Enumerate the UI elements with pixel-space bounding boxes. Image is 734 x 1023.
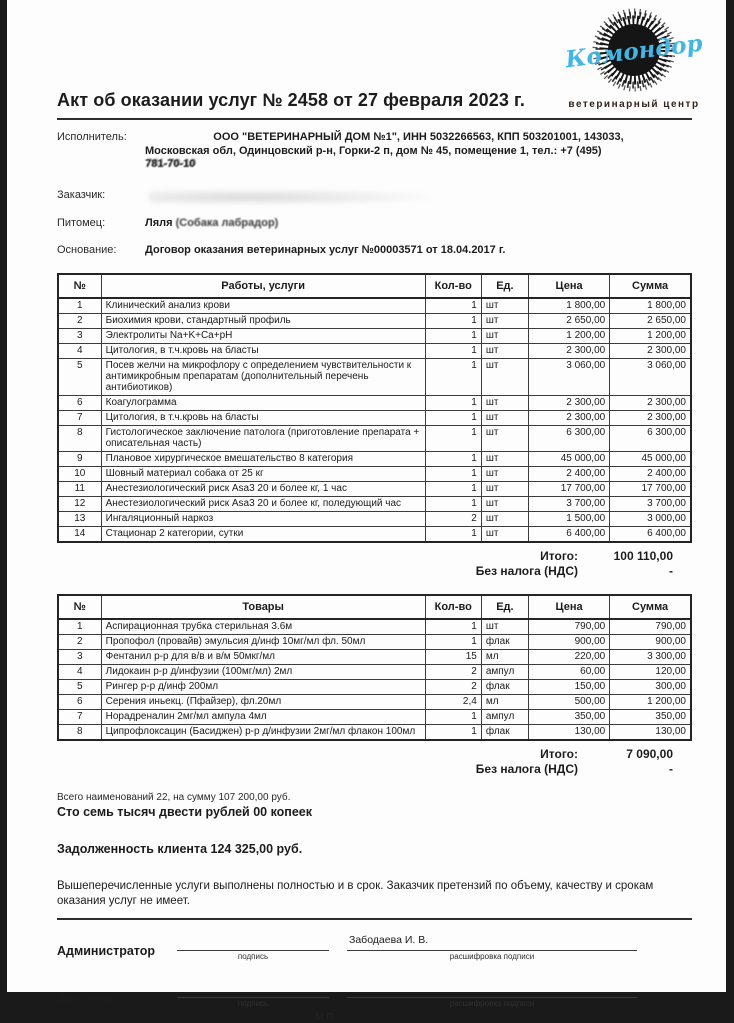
document-page bbox=[7, 0, 726, 1023]
administrator-label: Администратор bbox=[57, 943, 156, 958]
table-row bbox=[58, 395, 691, 410]
table-row bbox=[58, 496, 691, 511]
signature-line bbox=[177, 934, 329, 951]
table-cell: 350,00 bbox=[528, 709, 609, 724]
table-cell: мл bbox=[481, 649, 528, 664]
table-cell: 2 300,00 bbox=[528, 343, 609, 358]
table-cell: шт bbox=[481, 619, 528, 635]
table-cell: Коагулограмма bbox=[101, 395, 425, 410]
column-header: № bbox=[58, 595, 101, 619]
table-cell: 5 bbox=[58, 358, 101, 395]
executor-line1: ООО "ВЕТЕРИНАРНЫЙ ДОМ №1", ИНН 5032266563, КПП 503201001, 143033, bbox=[213, 131, 624, 143]
table-cell: Стационар 2 категории, сутки bbox=[101, 526, 425, 542]
customer-row bbox=[57, 189, 692, 204]
table-cell: 1 bbox=[425, 343, 481, 358]
total-value: 100 110,00 bbox=[613, 548, 673, 563]
table-cell: 6 300,00 bbox=[528, 425, 609, 451]
customer-label: Заказчик: bbox=[57, 188, 106, 201]
table-cell: Ингаляционный наркоз bbox=[101, 511, 425, 526]
pet-kind: (Собака лабрадор) bbox=[175, 216, 279, 229]
basis-label: Основание: bbox=[57, 244, 117, 256]
disclaimer-paragraph: Вышеперечисленные услуги выполнены полностью и в срок. Заказчик претензий по объему, качеству и срокам оказания услуг не имеет. bbox=[57, 879, 654, 907]
table-cell: Гистологическое заключение патолога (приготовление препарата + описательная часть) bbox=[101, 425, 425, 451]
column-header: Цена bbox=[528, 595, 609, 619]
table-cell: 3 000,00 bbox=[610, 511, 691, 526]
tax-label: Без налога (НДС) bbox=[475, 761, 578, 776]
table-cell: 2 300,00 bbox=[610, 395, 691, 410]
table-cell: 500,00 bbox=[528, 694, 609, 709]
tax-label: Без налога (НДС) bbox=[475, 563, 578, 578]
table-cell: 11 bbox=[58, 481, 101, 496]
table-cell: 2 300,00 bbox=[528, 410, 609, 425]
table-cell: шт bbox=[481, 328, 528, 343]
signature-field bbox=[177, 981, 329, 1008]
table-cell: 2 400,00 bbox=[528, 466, 609, 481]
goods-table-header bbox=[58, 595, 691, 619]
table-cell: 1 bbox=[425, 410, 481, 425]
table-cell: 3 700,00 bbox=[610, 496, 691, 511]
table-cell: 1 bbox=[425, 313, 481, 328]
column-header: Кол-во bbox=[425, 595, 481, 619]
table-cell: 1 bbox=[425, 358, 481, 395]
table-cell: 1 bbox=[425, 451, 481, 466]
table-cell: 1 800,00 bbox=[528, 298, 609, 314]
administrator-name: Забодаева И. В. bbox=[347, 934, 637, 951]
decrypt-caption: расшифровка подписи bbox=[449, 998, 535, 1008]
table-cell: Электролиты Na+K+Ca+pH bbox=[101, 328, 425, 343]
table-cell: 350,00 bbox=[610, 709, 691, 724]
table-cell: 900,00 bbox=[528, 634, 609, 649]
customer-value-redacted bbox=[145, 189, 692, 204]
table-cell: 9 bbox=[58, 451, 101, 466]
table-cell: шт bbox=[481, 313, 528, 328]
table-cell: Лидокаин р-р д/инфузии (100мг/мл) 2мл bbox=[101, 664, 425, 679]
table-row bbox=[58, 451, 691, 466]
table-cell: ампул bbox=[481, 709, 528, 724]
table-cell: 790,00 bbox=[610, 619, 691, 635]
table-cell: шт bbox=[481, 343, 528, 358]
administrator-signature-row bbox=[57, 934, 692, 961]
table-cell: 220,00 bbox=[528, 649, 609, 664]
table-cell: Анестезиологический риск Asa3 20 и более кг, 1 час bbox=[101, 481, 425, 496]
basis-row bbox=[57, 244, 692, 258]
table-cell: 10 bbox=[58, 466, 101, 481]
table-cell: 45 000,00 bbox=[528, 451, 609, 466]
table-cell: 6 bbox=[58, 694, 101, 709]
table-cell: шт bbox=[481, 466, 528, 481]
table-cell: 1 200,00 bbox=[610, 328, 691, 343]
table-cell: 13 bbox=[58, 511, 101, 526]
logo-subtitle: ветеринарный центр bbox=[568, 99, 700, 110]
table-cell: Серения иньекц. (Пфайзер), фл.20мл bbox=[101, 694, 425, 709]
table-cell: 4 bbox=[58, 664, 101, 679]
table-cell: Клинический анализ крови bbox=[101, 298, 425, 314]
table-row bbox=[58, 481, 691, 496]
table-row bbox=[58, 619, 691, 635]
table-row bbox=[58, 634, 691, 649]
table-cell: шт bbox=[481, 425, 528, 451]
executor-row bbox=[57, 131, 692, 172]
table-cell: 6 400,00 bbox=[528, 526, 609, 542]
column-header: Кол-во bbox=[425, 274, 481, 298]
table-cell: Шовный материал собака от 25 кг bbox=[101, 466, 425, 481]
services-table-header bbox=[58, 274, 691, 298]
table-cell: 3 bbox=[58, 649, 101, 664]
table-cell: Фентанил р-р для в/в и в/м 50мкг/мл bbox=[101, 649, 425, 664]
table-cell: 8 bbox=[58, 724, 101, 740]
table-cell: шт bbox=[481, 358, 528, 395]
table-cell: 2 bbox=[425, 664, 481, 679]
table-row bbox=[58, 466, 691, 481]
customer-signature-label: Заказчик bbox=[57, 990, 113, 1005]
table-cell: 130,00 bbox=[610, 724, 691, 740]
table-cell: 2 300,00 bbox=[610, 343, 691, 358]
table-row bbox=[58, 410, 691, 425]
table-cell: 1 bbox=[425, 496, 481, 511]
table-cell: 1 bbox=[425, 619, 481, 635]
table-cell: 2 400,00 bbox=[610, 466, 691, 481]
table-cell: Пропофол (провайв) эмульсия д/инф 10мг/мл фл. 50мл bbox=[101, 634, 425, 649]
table-cell: 1 bbox=[425, 395, 481, 410]
name-field bbox=[347, 981, 637, 1008]
table-cell: 45 000,00 bbox=[610, 451, 691, 466]
table-cell: шт bbox=[481, 410, 528, 425]
table-row bbox=[58, 649, 691, 664]
table-cell: 900,00 bbox=[610, 634, 691, 649]
table-cell: 1 200,00 bbox=[610, 694, 691, 709]
table-cell: 60,00 bbox=[528, 664, 609, 679]
table-cell: 130,00 bbox=[528, 724, 609, 740]
executor-value bbox=[145, 131, 692, 172]
goods-totals bbox=[57, 747, 673, 777]
table-cell: 15 bbox=[425, 649, 481, 664]
services-totals bbox=[57, 549, 673, 579]
table-cell: шт bbox=[481, 395, 528, 410]
table-cell: шт bbox=[481, 496, 528, 511]
table-cell: 2,4 bbox=[425, 694, 481, 709]
table-cell: 2 bbox=[58, 634, 101, 649]
table-cell: флак bbox=[481, 679, 528, 694]
table-cell: Цитология, в т.ч.кровь на бласты bbox=[101, 343, 425, 358]
table-row bbox=[58, 328, 691, 343]
title-divider bbox=[57, 118, 692, 120]
table-cell: 1 bbox=[425, 328, 481, 343]
table-cell: 300,00 bbox=[610, 679, 691, 694]
table-cell: шт bbox=[481, 481, 528, 496]
table-cell: 1 bbox=[58, 298, 101, 314]
total-label: Итого: bbox=[540, 548, 578, 563]
page-title: Акт об оказании услуг № 2458 от 27 февраля 2023 г. bbox=[57, 90, 525, 110]
table-cell: шт bbox=[481, 511, 528, 526]
client-debt-line: Задолженность клиента 124 325,00 руб. bbox=[57, 841, 303, 856]
table-cell: 1 500,00 bbox=[528, 511, 609, 526]
table-cell: 1 800,00 bbox=[610, 298, 691, 314]
column-header: Сумма bbox=[610, 595, 691, 619]
table-cell: 1 bbox=[58, 619, 101, 635]
table-cell: 1 bbox=[425, 526, 481, 542]
signature-divider bbox=[57, 918, 692, 920]
table-cell: 120,00 bbox=[610, 664, 691, 679]
items-count-line: Всего наименований 22, на сумму 107 200,00 руб. bbox=[57, 791, 291, 803]
table-cell: 3 bbox=[58, 328, 101, 343]
table-cell: 7 bbox=[58, 709, 101, 724]
pet-value bbox=[145, 217, 692, 231]
table-cell: 150,00 bbox=[528, 679, 609, 694]
table-row bbox=[58, 358, 691, 395]
table-cell: 14 bbox=[58, 526, 101, 542]
table-cell: 2 bbox=[425, 679, 481, 694]
signature-line bbox=[177, 981, 329, 998]
executor-label: Исполнитель: bbox=[57, 131, 127, 143]
column-header: Цена bbox=[528, 274, 609, 298]
table-cell: 6 bbox=[58, 395, 101, 410]
customer-name-line bbox=[347, 981, 637, 998]
table-cell: 1 bbox=[425, 466, 481, 481]
column-header: Ед. bbox=[481, 595, 528, 619]
stamp-placeholder: М.П. bbox=[315, 1011, 337, 1023]
table-cell: 1 bbox=[425, 724, 481, 740]
tax-value: - bbox=[669, 563, 673, 578]
services-table bbox=[57, 273, 692, 543]
table-row bbox=[58, 709, 691, 724]
table-cell: 3 300,00 bbox=[610, 649, 691, 664]
table-cell: Анестезиологический риск Asa3 20 и более кг, поледующий час bbox=[101, 496, 425, 511]
amount-in-words: Сто семь тысяч двести рублей 00 копеек bbox=[57, 804, 313, 819]
table-cell: Биохимия крови, стандартный профиль bbox=[101, 313, 425, 328]
table-cell: Аспирационная трубка стерильная 3.6м bbox=[101, 619, 425, 635]
table-cell: 6 400,00 bbox=[610, 526, 691, 542]
table-cell: 17 700,00 bbox=[610, 481, 691, 496]
table-cell: 2 300,00 bbox=[610, 410, 691, 425]
tax-value: - bbox=[669, 761, 673, 776]
table-row bbox=[58, 313, 691, 328]
table-cell: ампул bbox=[481, 664, 528, 679]
column-header: Сумма bbox=[610, 274, 691, 298]
table-cell: 2 bbox=[58, 313, 101, 328]
table-row bbox=[58, 724, 691, 740]
total-value: 7 090,00 bbox=[626, 746, 673, 761]
table-cell: мл bbox=[481, 694, 528, 709]
table-cell: 4 bbox=[58, 343, 101, 358]
pet-name: Ляля bbox=[145, 216, 173, 229]
table-cell: 12 bbox=[58, 496, 101, 511]
table-cell: 17 700,00 bbox=[528, 481, 609, 496]
table-cell: 2 bbox=[425, 511, 481, 526]
table-cell: Ципрофлоксацин (Басиджен) р-р д/инфузии 2мг/мл флакон 100мл bbox=[101, 724, 425, 740]
table-cell: 2 650,00 bbox=[528, 313, 609, 328]
table-cell: 1 bbox=[425, 709, 481, 724]
signature-caption: подпись bbox=[237, 951, 269, 961]
table-cell: флак bbox=[481, 724, 528, 740]
table-cell: 3 060,00 bbox=[528, 358, 609, 395]
column-header: Работы, услуги bbox=[101, 274, 425, 298]
table-cell: 1 200,00 bbox=[528, 328, 609, 343]
table-cell: флак bbox=[481, 634, 528, 649]
table-cell: 1 bbox=[425, 481, 481, 496]
clinic-logo bbox=[554, 6, 714, 110]
table-cell: Рингер р-р д/инф 200мл bbox=[101, 679, 425, 694]
table-row bbox=[58, 425, 691, 451]
table-cell: 3 060,00 bbox=[610, 358, 691, 395]
services-table-body bbox=[58, 298, 691, 542]
decrypt-caption: расшифровка подписи bbox=[449, 951, 535, 961]
column-header: № bbox=[58, 274, 101, 298]
pompom-logo-icon bbox=[554, 6, 714, 98]
customer-signature-row bbox=[57, 981, 692, 1008]
table-row bbox=[58, 679, 691, 694]
table-row bbox=[58, 298, 691, 314]
pet-label: Питомец: bbox=[57, 216, 106, 229]
table-cell: 1 bbox=[425, 634, 481, 649]
signature-caption: подпись bbox=[237, 998, 269, 1008]
logo-name-text: Комондор bbox=[563, 29, 704, 74]
table-row bbox=[58, 694, 691, 709]
table-row bbox=[58, 511, 691, 526]
column-header: Товары bbox=[101, 595, 425, 619]
table-cell: шт bbox=[481, 526, 528, 542]
executor-phone: 781-70-10 bbox=[144, 158, 196, 170]
table-cell: Посев желчи на микрофлору с определением чувствительности к антимикробным препаратам (дополнительный перечень антибиотиков) bbox=[101, 358, 425, 395]
table-cell: 2 300,00 bbox=[528, 395, 609, 410]
table-cell: Цитология, в т.ч.кровь на бласты bbox=[101, 410, 425, 425]
basis-value: Договор оказания ветеринарных услуг №00003571 от 18.04.2017 г. bbox=[145, 244, 506, 256]
name-field bbox=[347, 934, 637, 961]
table-cell: 2 650,00 bbox=[610, 313, 691, 328]
executor-line2: Московская обл, Одинцовский р-н, Горки-2 п, дом № 45, помещение 1, тел.: +7 (495) bbox=[145, 144, 602, 157]
table-row bbox=[58, 343, 691, 358]
table-row bbox=[58, 526, 691, 542]
table-cell: шт bbox=[481, 451, 528, 466]
table-cell: 1 bbox=[425, 298, 481, 314]
goods-table-body bbox=[58, 619, 691, 740]
goods-table bbox=[57, 594, 692, 741]
table-cell: Плановое хирургическое вмешательство 8 категория bbox=[101, 451, 425, 466]
table-cell: шт bbox=[481, 298, 528, 314]
signature-field bbox=[177, 934, 329, 961]
table-cell: 5 bbox=[58, 679, 101, 694]
pet-row bbox=[57, 217, 692, 231]
table-cell: 3 700,00 bbox=[528, 496, 609, 511]
table-cell: 8 bbox=[58, 425, 101, 451]
table-cell: 1 bbox=[425, 425, 481, 451]
table-row bbox=[58, 664, 691, 679]
table-cell: 7 bbox=[58, 410, 101, 425]
column-header: Ед. bbox=[481, 274, 528, 298]
total-label: Итого: bbox=[540, 746, 578, 761]
table-cell: Норадреналин 2мг/мл ампула 4мл bbox=[101, 709, 425, 724]
table-cell: 6 300,00 bbox=[610, 425, 691, 451]
table-cell: 790,00 bbox=[528, 619, 609, 635]
